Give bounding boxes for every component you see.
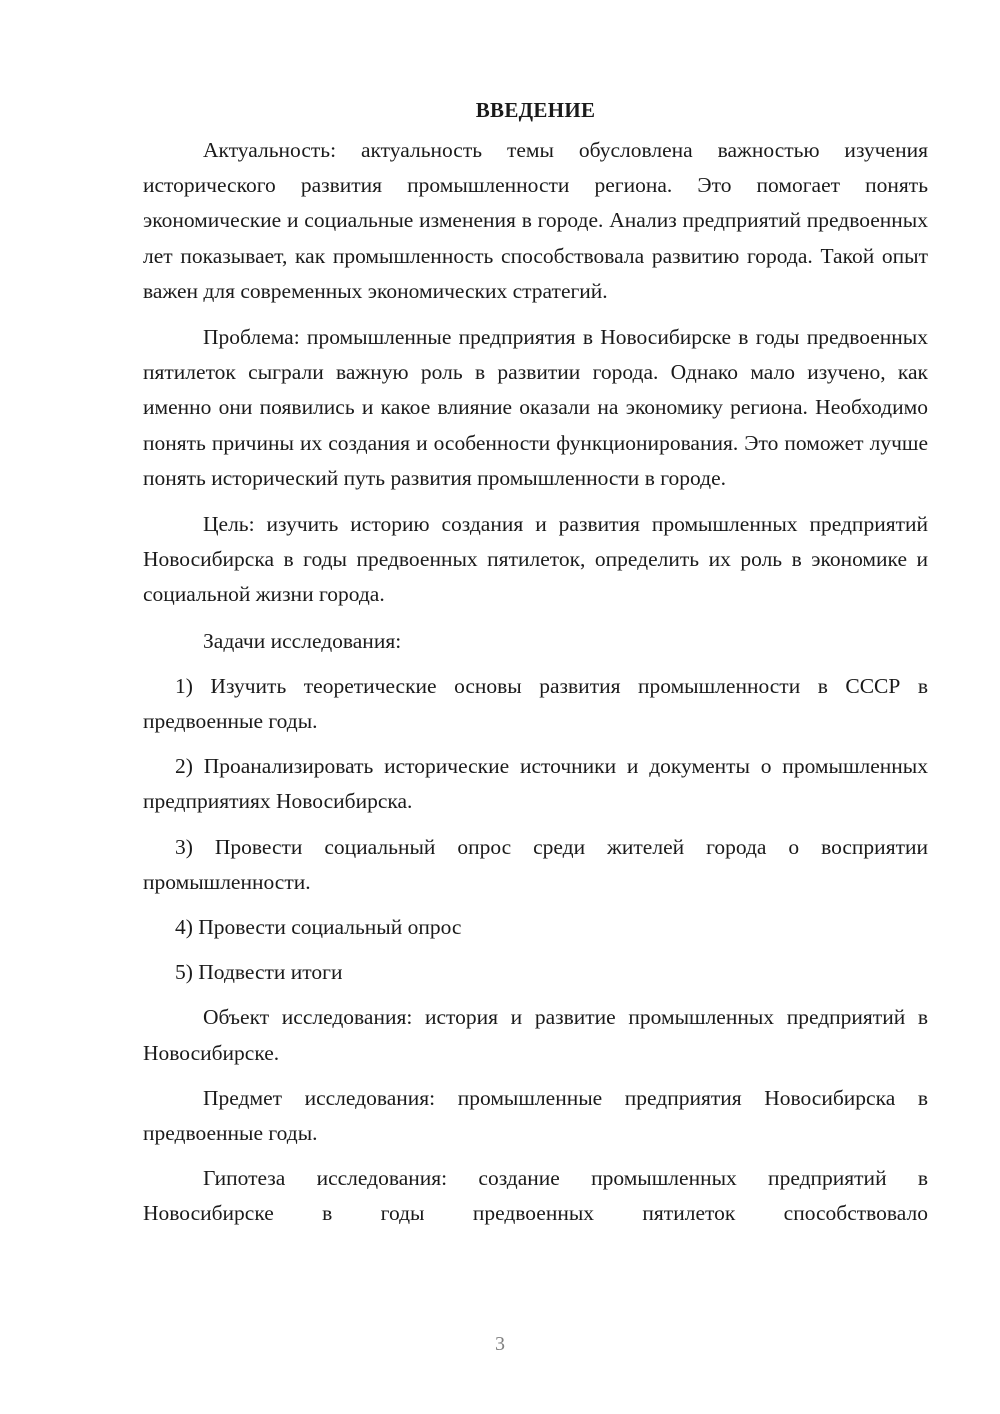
task-item-1: 1) Изучить теоретические основы развития промышленности в СССР в предвоенные годы. [143,673,928,734]
task-item-3: 3) Провести социальный опрос среди жителей города о восприятии промышленности. [143,834,928,894]
goal-paragraph: Цель: изучить историю создания и развития промышленных предприятий Новосибирска в годы предвоенных пятилеток, определить их роль в экономике и социальной жизни города. [143,512,928,607]
section-title: ВВЕДЕНИЕ [475,98,596,122]
object-paragraph: Объект исследования: история и развитие промышленных предприятий в Новосибирске. [143,1005,928,1065]
subject-paragraph: Предмет исследования: промышленные предприятия Новосибирска в предвоенные годы. [143,1085,928,1146]
hypothesis-paragraph: Гипотеза исследования: создание промышленных предприятий в Новосибирске в годы предвоенных пятилеток способствовало [143,1166,928,1226]
page-number: 3 [495,1333,505,1355]
problem-paragraph: Проблема: промышленные предприятия в Новосибирске в годы предвоенных пятилеток сыграли важную роль в развитии города. Однако мало изучено, как именно они появились и какое влияние оказали на экономику региона. Необходимо понять причины их создания и особенности функционирования. Это поможет лучше понять исторический путь развития промышленности в городе. [143,325,928,490]
task-item-2: 2) Проанализировать исторические источники и документы о промышленных предприятиях Новосибирска. [143,754,928,814]
tasks-heading: Задачи исследования: [203,628,402,653]
task-item-4: 4) Провести социальный опрос [175,915,462,940]
document-page [143,95,928,1232]
relevance-paragraph: Актуальность: актуальность темы обусловлена важностью изучения исторического развития промышленности региона. Это помогает понять экономические и социальные изменения в городе. Анализ предприятий предвоенных лет показывает, как промышленность способствовала развитию города. Такой опыт важен для современных экономических стратегий. [143,138,928,303]
task-item-5: 5) Подвести итоги [175,960,343,985]
